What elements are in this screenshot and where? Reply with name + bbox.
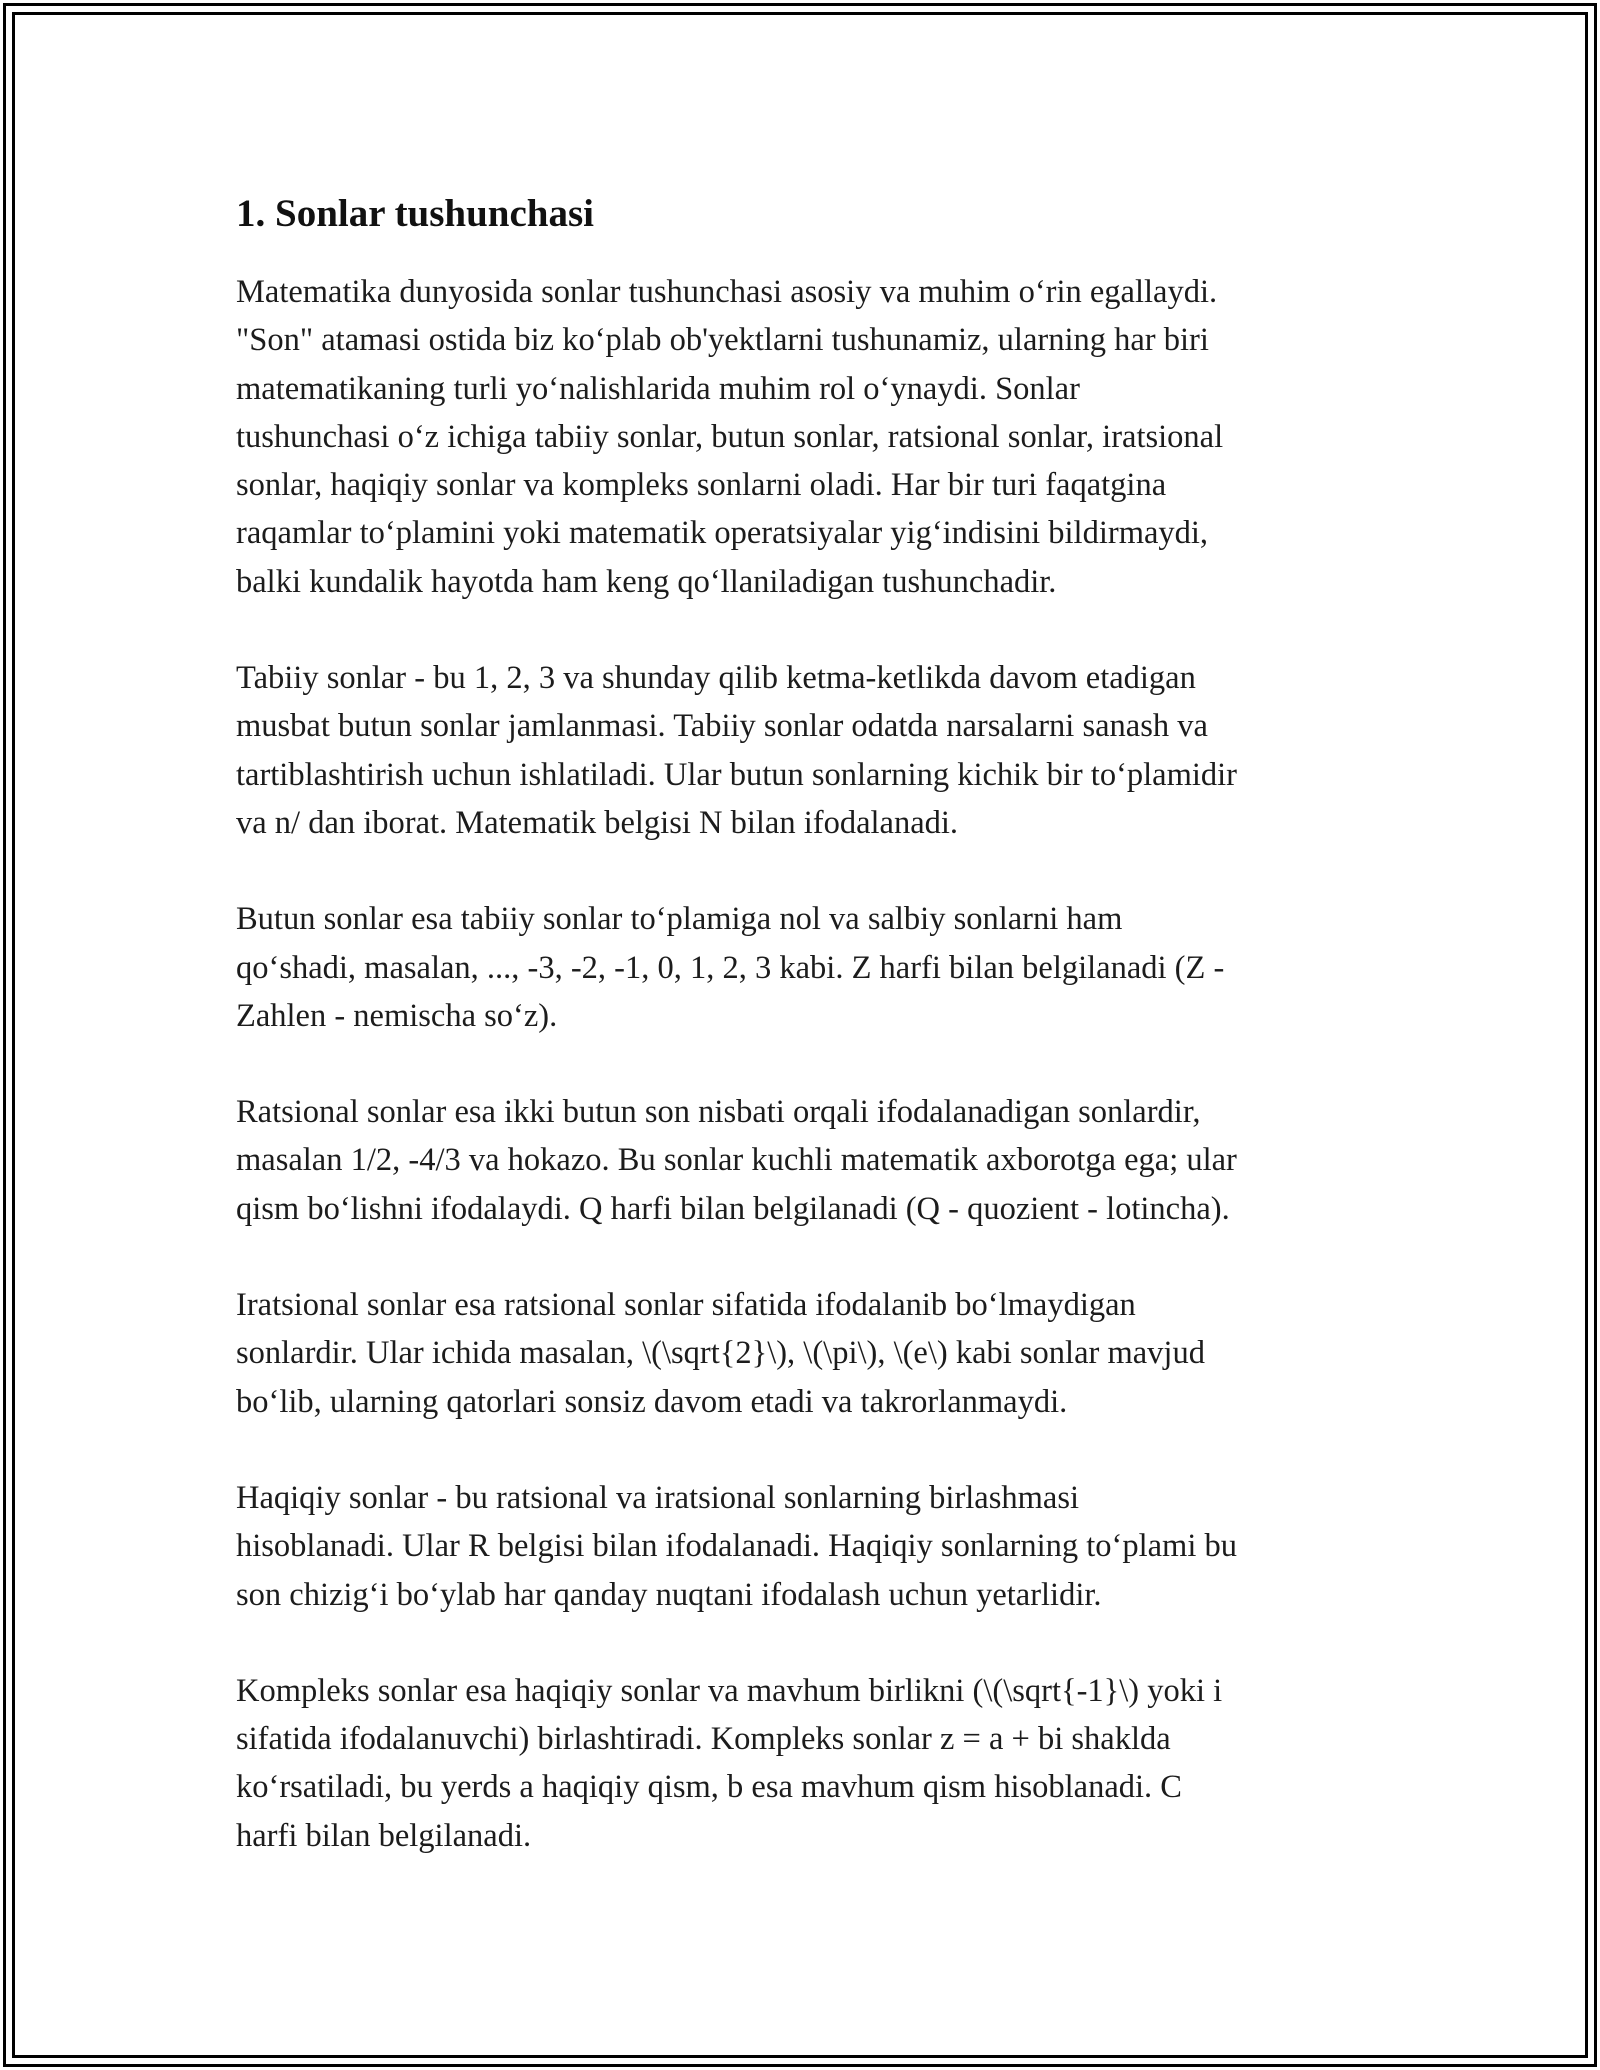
text-line: son chizig‘i bo‘ylab har qanday nuqtani ifodalash uchun yetarlidir. xyxy=(236,1576,1102,1613)
text-line: Iratsional sonlar esa ratsional sonlar sifatida ifodalanib bo‘lmaydigan xyxy=(236,1287,1136,1324)
text-line: Tabiiy sonlar - bu 1, 2, 3 va shunday qilib ketma-ketlikda davom etadigan xyxy=(236,660,1196,697)
text-line: masalan 1/2, -4/3 va hokazo. Bu sonlar kuchli matematik axborotga ega; ular xyxy=(236,1142,1237,1179)
text-line: raqamlar to‘plamini yoki matematik operatsiyalar yig‘indisini bildirmaydi, xyxy=(236,515,1209,552)
text-line: bo‘lib, ularning qatorlari sonsiz davom etadi va takrorlanmaydi. xyxy=(236,1383,1068,1420)
paragraph-intro xyxy=(236,268,1376,606)
text-line: va n/ dan iborat. Matematik belgisi N bilan ifodalanadi. xyxy=(236,804,959,841)
text-line: Matematika dunyosida sonlar tushunchasi asosiy va muhim o‘rin egallaydi. xyxy=(236,274,1218,310)
text-line: musbat butun sonlar jamlanmasi. Tabiiy sonlar odatda narsalarni sanash va xyxy=(236,708,1208,745)
text-line: sifatida ifodalanuvchi) birlashtiradi. Kompleks sonlar z = a + bi shaklda xyxy=(236,1721,1171,1758)
text-line: Butun sonlar esa tabiiy sonlar to‘plamiga nol va salbiy sonlarni ham xyxy=(236,901,1123,938)
text-line: tartiblashtirish uchun ishlatiladi. Ular butun sonlarning kichik bir to‘plamidir xyxy=(236,756,1238,793)
paragraph-rational-numbers xyxy=(236,1088,1376,1233)
text-line: qo‘shadi, masalan, ..., -3, -2, -1, 0, 1, 2, 3 kabi. Z harfi bilan belgilanadi (Z - xyxy=(236,949,1225,986)
section-heading: 1. Sonlar tushunchasi xyxy=(236,192,595,235)
text-line: "Son" atamasi ostida biz ko‘plab ob'yektlarni tushunamiz, ularning har biri xyxy=(236,322,1209,359)
paragraph-real-numbers xyxy=(236,1474,1376,1619)
text-line: hisoblanadi. Ular R belgisi bilan ifodalanadi. Haqiqiy sonlarning to‘plami bu xyxy=(236,1528,1237,1565)
paragraph-irrational-numbers xyxy=(236,1281,1376,1426)
text-line: Zahlen - nemischa so‘z). xyxy=(236,997,558,1034)
text-line: harfi bilan belgilanadi. xyxy=(236,1817,532,1854)
document-body xyxy=(236,186,1376,1908)
paragraph-natural-numbers xyxy=(236,654,1376,847)
text-line: Kompleks sonlar esa haqiqiy sonlar va mavhum birlikni (\(\sqrt{-1}\) yoki i xyxy=(236,1672,1223,1709)
text-line: sonlar, haqiqiy sonlar va kompleks sonlarni oladi. Har bir turi faqatgina xyxy=(236,467,1167,504)
text-line: sonlardir. Ular ichida masalan, \(\sqrt{2}\), \(\pi\), \(e\) kabi sonlar mavjud xyxy=(236,1335,1205,1372)
text-line: tushunchasi o‘z ichiga tabiiy sonlar, butun sonlar, ratsional sonlar, iratsional xyxy=(236,418,1224,455)
text-line: qism bo‘lishni ifodalaydi. Q harfi bilan belgilanadi (Q - quozient - lotincha). xyxy=(236,1190,1230,1227)
text-line: ko‘rsatiladi, bu yerds a haqiqiy qism, b esa mavhum qism hisoblanadi. C xyxy=(236,1769,1182,1806)
paragraph-complex-numbers xyxy=(236,1667,1376,1860)
text-line: Haqiqiy sonlar - bu ratsional va iratsional sonlarning birlashmasi xyxy=(236,1479,1080,1516)
text-line: matematikaning turli yo‘nalishlarida muhim rol o‘ynaydi. Sonlar xyxy=(236,370,1080,407)
text-line: balki kundalik hayotda ham keng qo‘llaniladigan tushunchadir. xyxy=(236,563,1057,600)
text-line: Ratsional sonlar esa ikki butun son nisbati orqali ifodalanadigan sonlardir, xyxy=(236,1094,1201,1131)
paragraph-integers xyxy=(236,895,1376,1040)
